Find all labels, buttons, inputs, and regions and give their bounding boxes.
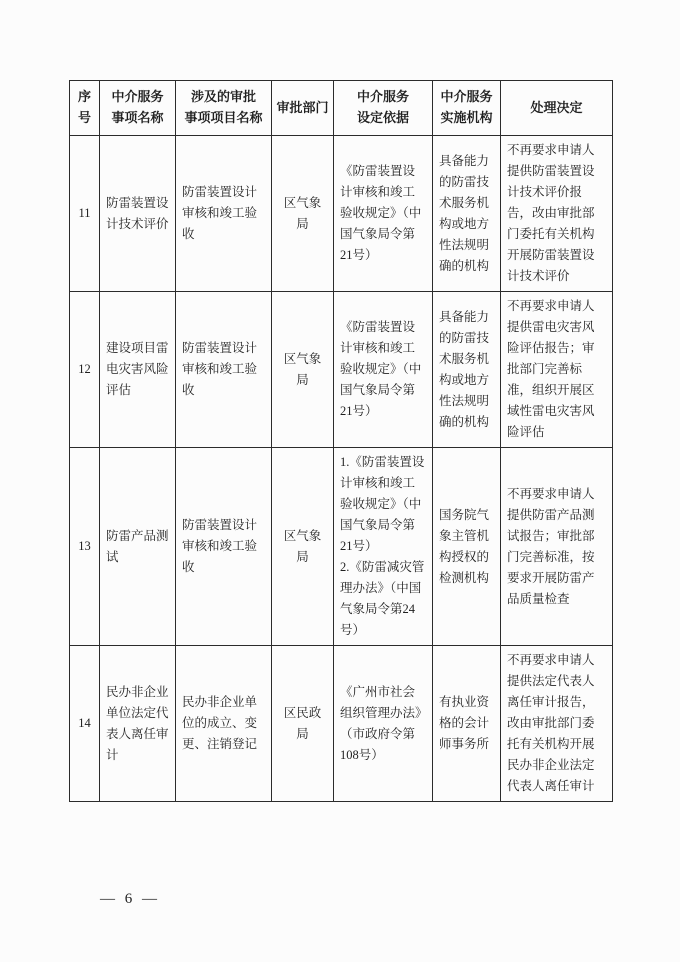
cell-department: 区气象局: [272, 136, 334, 292]
cell-serial-number: 12: [70, 292, 100, 448]
cell-decision: 不再要求申请人提供防雷产品测试报告；审批部门完善标准，按要求开展防雷产品质量检查: [501, 448, 613, 646]
cell-department: 区气象局: [272, 448, 334, 646]
table-row: [70, 448, 613, 646]
cell-basis: 《广州市社会组织管理办法》（市政府令第108号）: [334, 646, 433, 802]
service-items-table: [69, 80, 613, 802]
cell-implementer: 具备能力的防雷技术服务机构或地方性法规明确的机构: [433, 136, 501, 292]
column-header-approval-item-name: 涉及的审批 事项项目名称: [176, 81, 272, 136]
column-header-serial-number: 序 号: [70, 81, 100, 136]
cell-approval-item-name: 防雷装置设计审核和竣工验收: [176, 136, 272, 292]
cell-approval-item-name: 民办非企业单位的成立、变更、注销登记: [176, 646, 272, 802]
cell-basis: 1.《防雷装置设计审核和竣工验收规定》（中国气象局令第21号） 2.《防雷减灾管理办法》（中国气象局令第24号）: [334, 448, 433, 646]
column-header-basis: 中介服务 设定依据: [334, 81, 433, 136]
column-header-decision: 处理决定: [501, 81, 613, 136]
column-header-service-name: 中介服务 事项名称: [100, 81, 176, 136]
cell-implementer: 有执业资格的会计师事务所: [433, 646, 501, 802]
cell-approval-item-name: 防雷装置设计审核和竣工验收: [176, 292, 272, 448]
cell-basis: 《防雷装置设计审核和竣工验收规定》（中国气象局令第21号）: [334, 292, 433, 448]
table-header-row: [70, 81, 613, 136]
cell-decision: 不再要求申请人提供雷电灾害风险评估报告；审批部门完善标准，组织开展区域性雷电灾害风险评估: [501, 292, 613, 448]
page-number: — 6 —: [100, 891, 160, 907]
cell-service-name: 防雷产品测试: [100, 448, 176, 646]
cell-decision: 不再要求申请人提供法定代表人离任审计报告，改由审批部门委托有关机构开展民办非企业法定代表人离任审计: [501, 646, 613, 802]
cell-implementer: 国务院气象主管机构授权的检测机构: [433, 448, 501, 646]
cell-serial-number: 13: [70, 448, 100, 646]
table-row: [70, 292, 613, 448]
cell-service-name: 建设项目雷电灾害风险评估: [100, 292, 176, 448]
cell-implementer: 具备能力的防雷技术服务机构或地方性法规明确的机构: [433, 292, 501, 448]
cell-department: 区民政局: [272, 646, 334, 802]
table-row: [70, 136, 613, 292]
cell-serial-number: 11: [70, 136, 100, 292]
cell-service-name: 民办非企业单位法定代表人离任审计: [100, 646, 176, 802]
cell-department: 区气象局: [272, 292, 334, 448]
table-row: [70, 646, 613, 802]
column-header-department: 审批部门: [272, 81, 334, 136]
cell-approval-item-name: 防雷装置设计审核和竣工验收: [176, 448, 272, 646]
cell-basis: 《防雷装置设计审核和竣工验收规定》（中国气象局令第21号）: [334, 136, 433, 292]
column-header-implementer: 中介服务 实施机构: [433, 81, 501, 136]
cell-service-name: 防雷装置设计技术评价: [100, 136, 176, 292]
cell-decision: 不再要求申请人提供防雷装置设计技术评价报告，改由审批部门委托有关机构开展防雷装置设计技术评价: [501, 136, 613, 292]
cell-serial-number: 14: [70, 646, 100, 802]
